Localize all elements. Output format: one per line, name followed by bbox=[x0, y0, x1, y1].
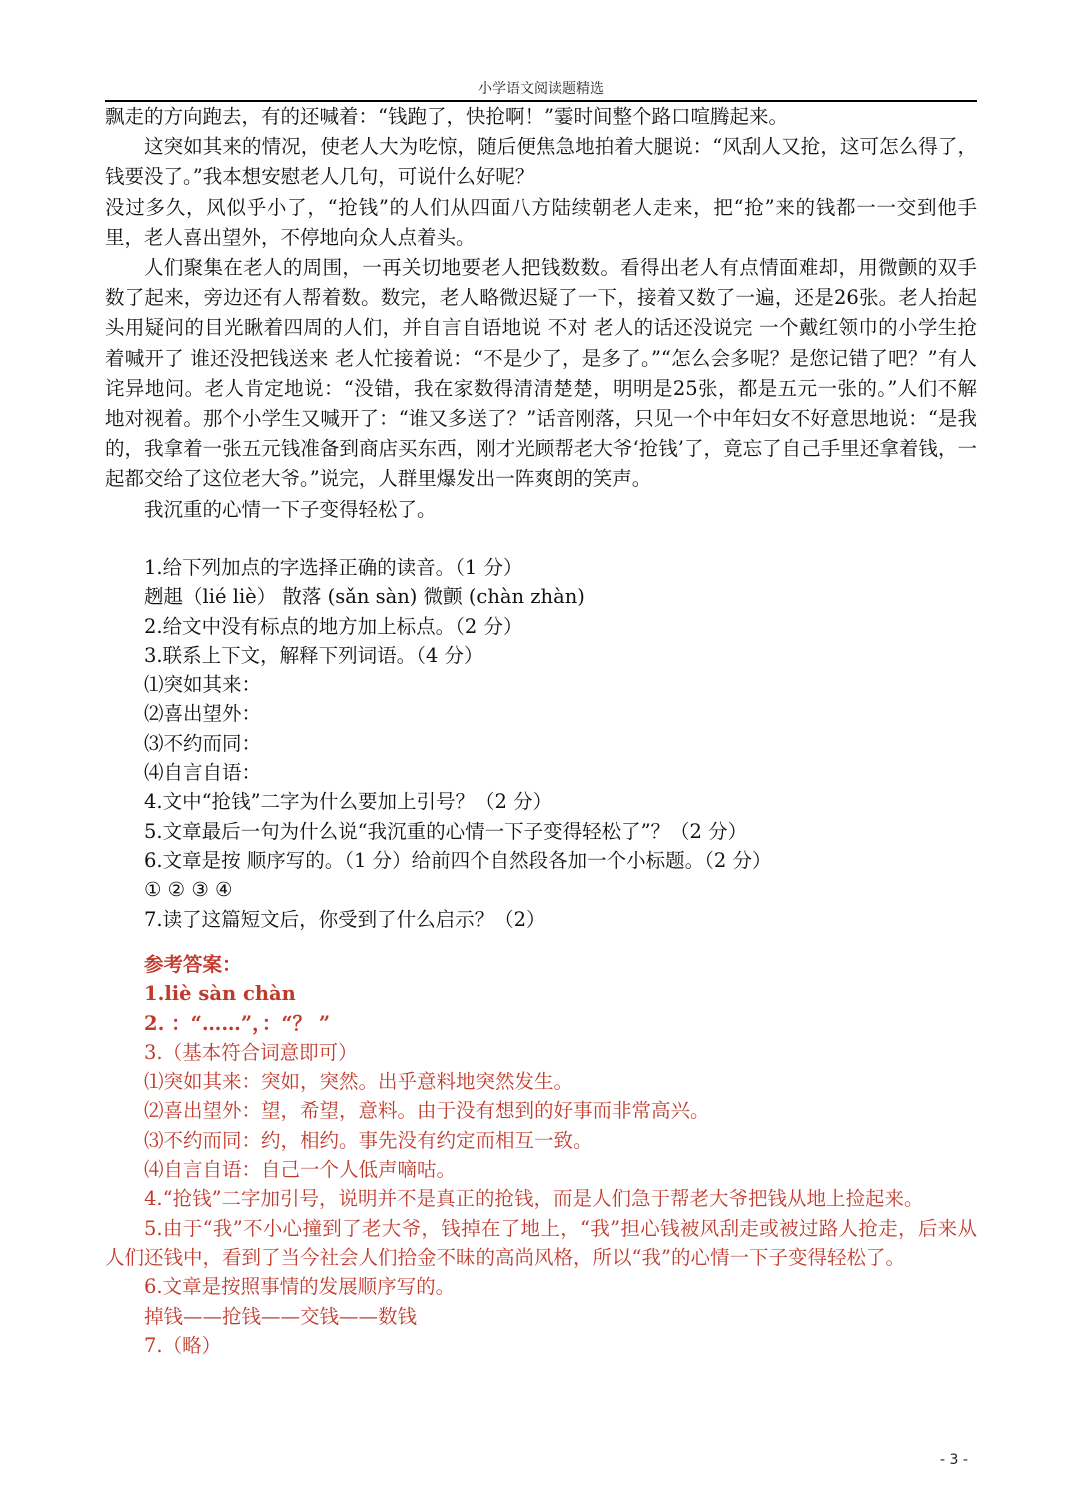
answer-item: ⑴突如其来：突如，突然。出乎意料地突然发生。 bbox=[144, 1070, 574, 1094]
answer-item: ⑵喜出望外：望，希望，意料。由于没有想到的好事而非常高兴。 bbox=[144, 1099, 710, 1123]
question-item: 趔趄（lié liè） 散落 (sǎn sàn) 微颤 (chàn zhàn) bbox=[144, 585, 585, 609]
answer-title: 参考答案： bbox=[144, 953, 242, 976]
answer-item: 1.liè sàn chàn bbox=[144, 982, 296, 1006]
page-header: 小学语文阅读题精选 bbox=[478, 81, 604, 97]
question-item: ⑷自言自语： bbox=[144, 761, 262, 785]
answer-item: 2. ：“……”，：“？ ” bbox=[144, 1011, 331, 1035]
passage-paragraph: 没过多久，风似乎小了，“抢钱”的人们从四面八方陆续朝老人走来，把“抢”来的钱都一一交到他手里，老人喜出望外，不停地向众人点着头。 bbox=[105, 195, 977, 249]
question-list bbox=[105, 553, 977, 934]
question-item: ① ② ③ ④ bbox=[144, 878, 233, 902]
question-item: 3.联系上下文，解释下列词语。（4 分） bbox=[144, 643, 484, 667]
answer-item: 4.“抢钱”二字加引号，说明并不是真正的抢钱，而是人们急于帮老大爷把钱从地上捡起来。 bbox=[144, 1187, 924, 1211]
passage-paragraph: 我沉重的心情一下子变得轻松了。 bbox=[144, 497, 437, 521]
answer-item: 6.文章是按照事情的发展顺序写的。 bbox=[144, 1275, 456, 1299]
passage-paragraph: 飘走的方向跑去，有的还喊着：“钱跑了，快抢啊！”霎时间整个路口喧腾起来。 bbox=[105, 105, 788, 128]
answer-item: ⑶不约而同：约，相约。事先没有约定而相互一致。 bbox=[144, 1128, 593, 1152]
question-item: 4.文中“抢钱”二字为什么要加上引号？（2 分） bbox=[144, 790, 553, 814]
question-item: ⑴突如其来： bbox=[144, 673, 262, 697]
answer-item: 3.（基本符合词意即可） bbox=[144, 1040, 358, 1064]
question-item: 5.文章最后一句为什么说“我沉重的心情一下子变得轻松了”？（2 分） bbox=[144, 819, 748, 843]
passage bbox=[105, 102, 977, 525]
page-number: - 3 - bbox=[940, 1452, 968, 1468]
question-item: ⑶不约而同： bbox=[144, 731, 262, 755]
question-item: 6.文章是按 顺序写的。（1 分）给前四个自然段各加一个小标题。（2 分） bbox=[144, 848, 772, 872]
passage-paragraph: 人们聚集在老人的周围，一再关切地要老人把钱数数。看得出老人有点情面难却，用微颤的双手数了起来，旁边还有人帮着数。数完，老人略微迟疑了一下，接着又数了一遍，还是26张。老人抬起头用疑问的目光瞅着四周的人们，并自言自语地说 不对 老人的话还没说完 一个戴红领巾的小学生抢着喊开了 谁还没把钱送来 老人忙接着说：“不是少了，是多了。”“怎么会多呢？是您记错了吧？”有人诧异地问。老人肯定地说：“没错，我在家数得清清楚楚，明明是25张，都是五元一张的。”人们不解地对视着。那个小学生又喊开了：“谁又多送了？”话音刚落，只见一个中年妇女不好意思地说：“是我的，我拿着一张五元钱准备到商店买东西，刚才光顾帮老大爷‘抢钱’了，竟忘了自己手里还拿着钱，一起都交给了这位老大爷。”说完，人群里爆发出一阵爽朗的笑声。 bbox=[105, 256, 977, 491]
question-item: 2.给文中没有标点的地方加上标点。（2 分） bbox=[144, 614, 523, 638]
question-item: 7.读了这篇短文后，你受到了什么启示？（2） bbox=[144, 907, 546, 931]
answer-item: 7.（略） bbox=[144, 1333, 222, 1357]
question-item: 1.给下列加点的字选择正确的读音。（1 分） bbox=[144, 556, 523, 579]
passage-paragraph: 这突如其来的情况，使老人大为吃惊，随后便焦急地拍着大腿说：“风刮人又抢，这可怎么得了，钱要没了。”我本想安慰老人几句，可说什么好呢？ bbox=[105, 135, 977, 189]
answer-item: ⑷自言自语：自己一个人低声嘀咕。 bbox=[144, 1158, 457, 1182]
answer-section bbox=[105, 950, 977, 1360]
answer-item: 5.由于“我”不小心撞到了老大爷，钱掉在了地上，“我”担心钱被风刮走或被过路人抢走，后来从人们还钱中，看到了当今社会人们拾金不昧的高尚风格，所以“我”的心情一下子变得轻松了。 bbox=[105, 1216, 977, 1269]
question-item: ⑵喜出望外： bbox=[144, 702, 262, 726]
answer-item: 掉钱——抢钱——交钱——数钱 bbox=[144, 1304, 418, 1328]
